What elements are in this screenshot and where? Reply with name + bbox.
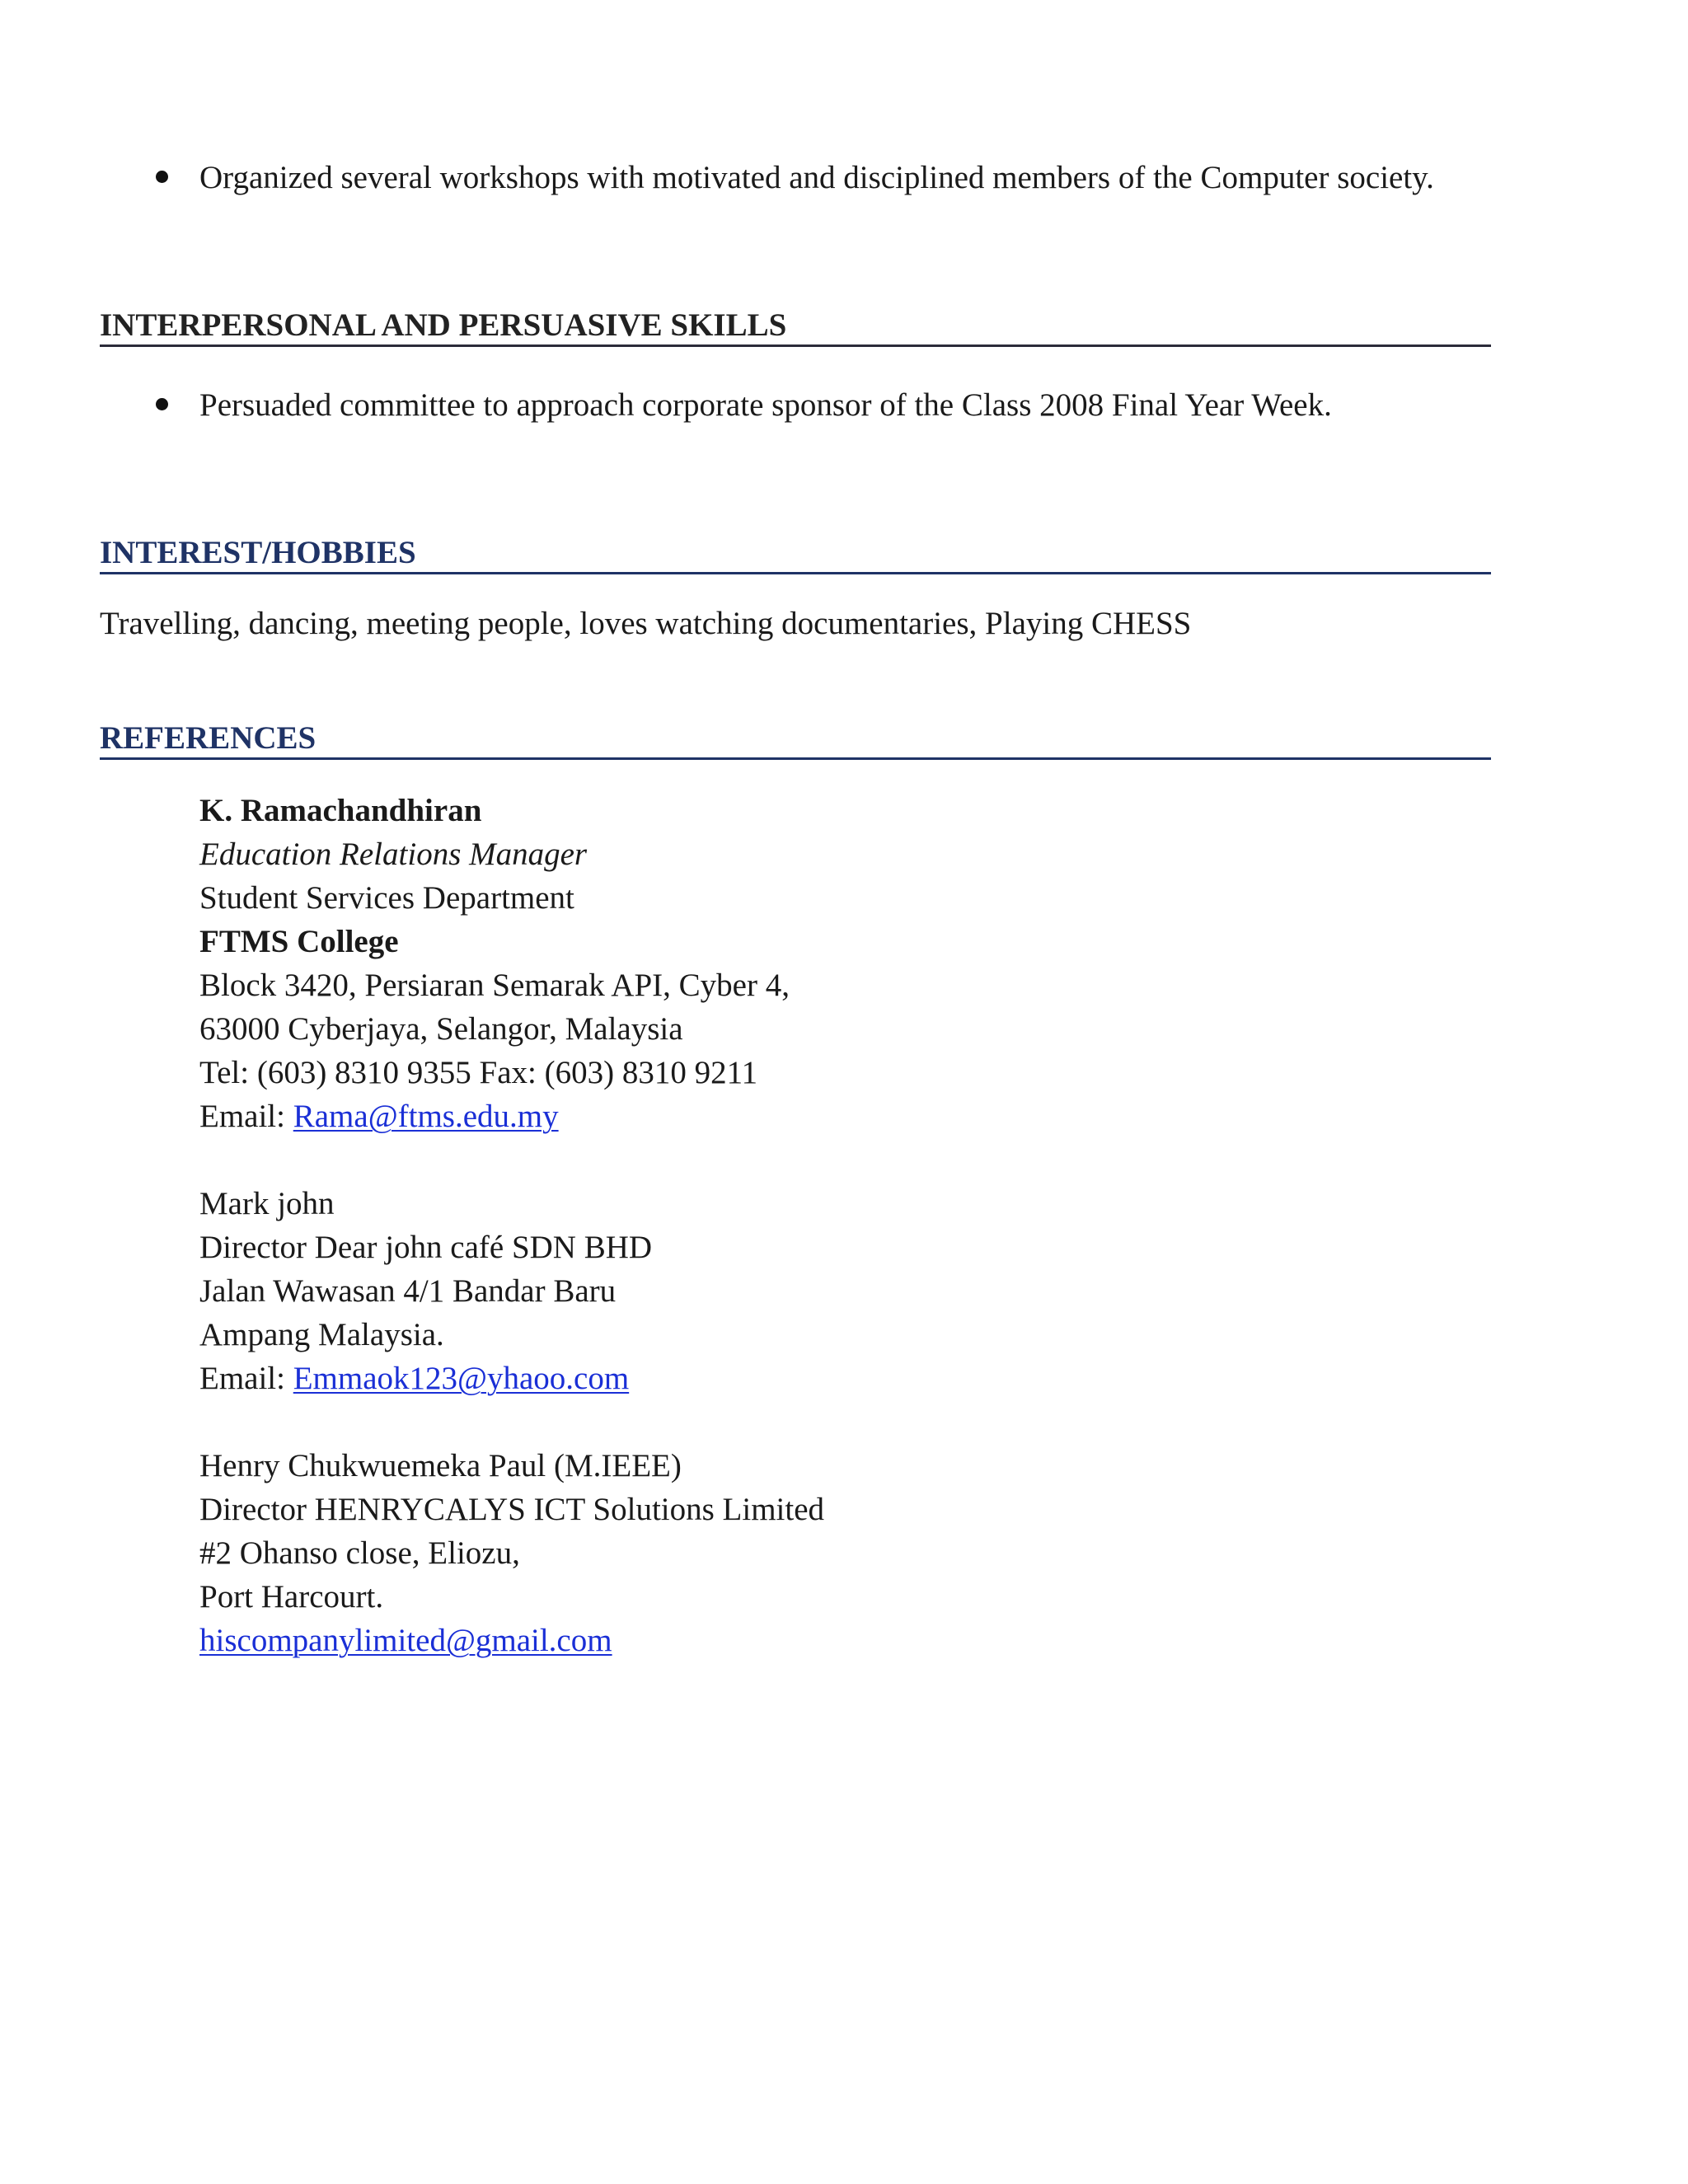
reference-2-address-line-2: Ampang Malaysia. (199, 1317, 444, 1352)
reference-3-title: Director HENRYCALYS ICT Solutions Limited (199, 1492, 825, 1527)
bullet-icon (156, 398, 168, 410)
reference-2-name: Mark john (199, 1186, 335, 1221)
reference-2-title: Director Dear john café SDN BHD (199, 1230, 653, 1265)
reference-3-address-line-1: #2 Ohanso close, Eliozu, (199, 1535, 520, 1571)
reference-1-name: K. Ramachandhiran (199, 793, 482, 828)
interpersonal-bullet-text: Persuaded committee to approach corporate sponsor of the Class 2008 Final Year Week. (199, 387, 1332, 423)
references-heading: REFERENCES (100, 719, 1491, 760)
reference-1-department: Student Services Department (199, 880, 574, 916)
reference-1-phone: Tel: (603) 8310 9355 Fax: (603) 8310 9211 (199, 1055, 758, 1090)
reference-2-address-line-1: Jalan Wawasan 4/1 Bandar Baru (199, 1273, 617, 1309)
reference-1-address-line-2: 63000 Cyberjaya, Selangor, Malaysia (199, 1011, 683, 1047)
reference-3-name: Henry Chukwuemeka Paul (M.IEEE) (199, 1448, 682, 1483)
reference-2-email-line (199, 1359, 629, 1399)
email-label: Email: (199, 1361, 293, 1396)
reference-1-email-line (199, 1097, 559, 1137)
reference-3-email-link[interactable]: hiscompanylimited@gmail.com (199, 1623, 612, 1658)
leadership-bullet-text: Organized several workshops with motivated and disciplined members of the Computer society. (199, 160, 1434, 195)
interests-text: Travelling, dancing, meeting people, loves watching documentaries, Playing CHESS (100, 606, 1192, 641)
interests-heading: INTEREST/HOBBIES (100, 534, 1491, 574)
reference-1-title: Education Relations Manager (199, 837, 588, 872)
reference-3-address-line-2: Port Harcourt. (199, 1579, 384, 1615)
bullet-icon (156, 171, 168, 183)
interpersonal-heading: INTERPERSONAL AND PERSUASIVE SKILLS (100, 307, 1491, 347)
reference-2-email-link[interactable]: Emmaok123@yhaoo.com (293, 1361, 630, 1396)
reference-1-email-link[interactable]: Rama@ftms.edu.my (293, 1099, 559, 1134)
reference-1-organization: FTMS College (199, 924, 399, 959)
reference-1-address-line-1: Block 3420, Persiaran Semarak API, Cyber 4, (199, 968, 790, 1003)
reference-3-email-line (199, 1621, 612, 1661)
email-label: Email: (199, 1099, 293, 1134)
